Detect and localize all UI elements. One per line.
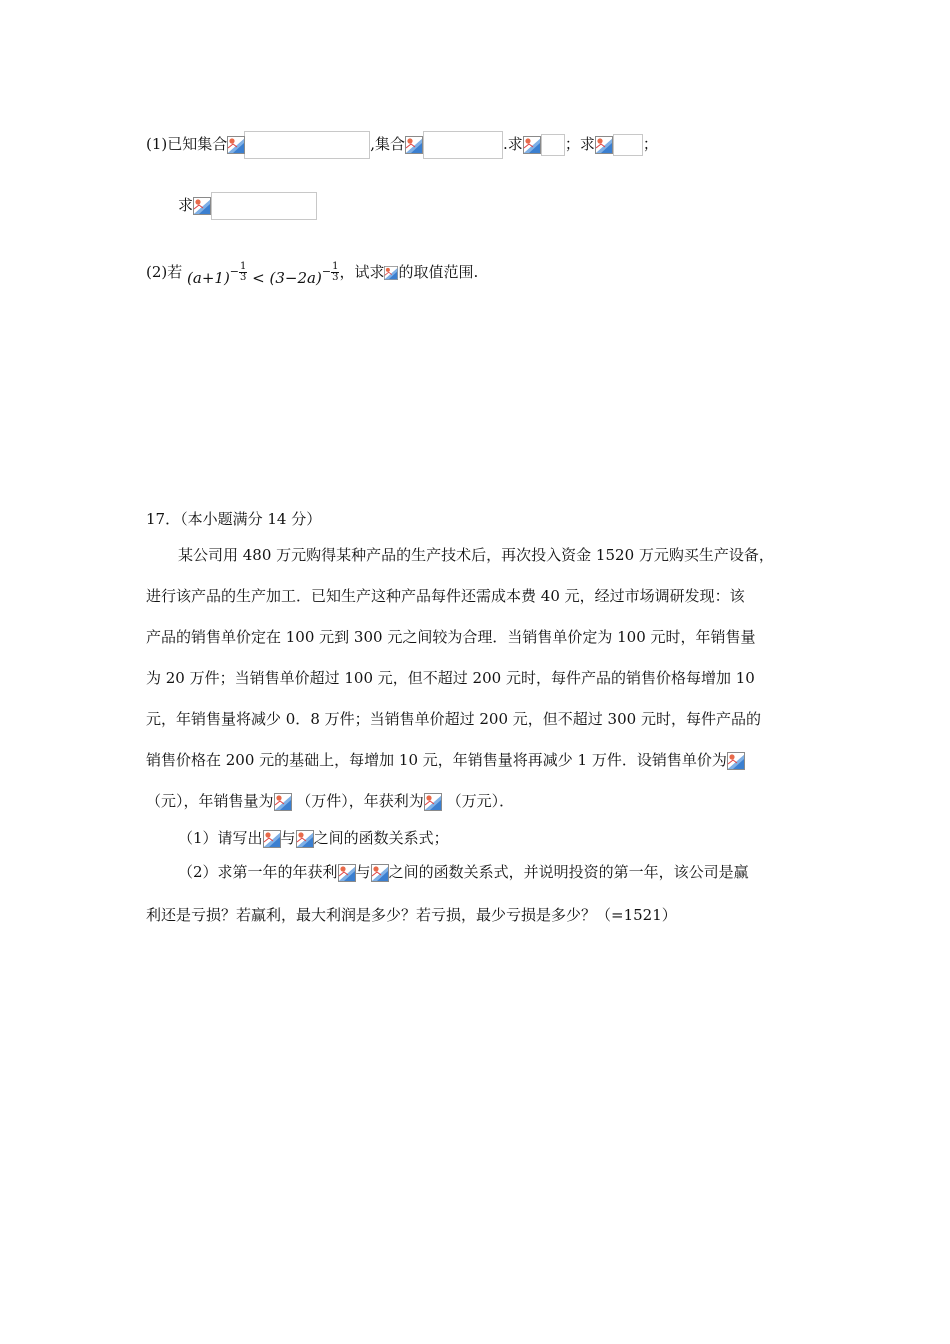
q16-part1-text-e: ； bbox=[642, 135, 658, 153]
answer-box bbox=[541, 134, 565, 156]
q17-para-line-4: 为 20 万件；当销售单价超过 100 元，但不超过 200 元时，每件产品的销售价格每增加 10 bbox=[146, 669, 755, 687]
q17-para-line-6: 销售价格在 200 元的基础上，每增加 10 元，年销售量将再减少 1 万件．设销售单价为 bbox=[146, 750, 745, 770]
broken-image-icon bbox=[371, 864, 389, 882]
broken-image-icon bbox=[296, 830, 314, 848]
answer-box bbox=[244, 131, 370, 159]
q17-item-1: （1）请写出 与 之间的函数关系式； bbox=[178, 829, 449, 847]
inequality-expression: (a+1)− $\frac{1}{3}$ < (3−2a)− $\frac{1}{3}$ bbox=[187, 261, 339, 287]
broken-image-icon bbox=[424, 793, 442, 811]
answer-box bbox=[423, 131, 503, 159]
q17-para-line-5: 元，年销售量将减少 0．8 万件；当销售单价超过 200 元，但不超过 300 元时，每件产品的 bbox=[146, 710, 761, 728]
broken-image-icon bbox=[727, 752, 745, 770]
q16-part1-line bbox=[146, 131, 658, 159]
broken-image-icon bbox=[338, 864, 356, 882]
q16-part1-text-c: .求 bbox=[503, 135, 523, 153]
q16-part2-text-a: (2)若 bbox=[146, 263, 183, 281]
q17-line-7: （元），年销售量为 （万件），年获利为 （万元）． bbox=[146, 792, 515, 810]
q17-para-line-2: 进行该产品的生产加工．已知生产这种产品每件还需成本费 40 元，经过市场调研发现：该 bbox=[146, 587, 745, 605]
q17-item-2: （2）求第一年的年获利 与 之间的函数关系式，并说明投资的第一年，该公司是赢 bbox=[178, 863, 749, 881]
broken-image-icon bbox=[384, 266, 398, 280]
broken-image-icon bbox=[523, 136, 541, 154]
q16-part2-line bbox=[146, 258, 478, 288]
answer-box bbox=[613, 134, 643, 156]
q17-title: 17．（本小题满分 14 分） bbox=[146, 510, 322, 528]
answer-box bbox=[211, 192, 317, 220]
q16-part2-text-c: 的取值范围. bbox=[398, 263, 479, 281]
expr-right: (3−2a) bbox=[269, 269, 322, 287]
q16-part1-text-d: ；求 bbox=[564, 135, 595, 153]
q16-part1-text-a: (1)已知集合 bbox=[146, 135, 228, 153]
q17-para-line-1: 某公司用 480 万元购得某种产品的生产技术后，再次投入资金 1520 万元购买生产设备， bbox=[178, 546, 774, 564]
q17-item-2-line-2: 利还是亏损？若赢利，最大利润是多少？若亏损，最少亏损是多少？（=1521） bbox=[146, 906, 677, 924]
q16-part1-line2 bbox=[178, 192, 317, 220]
broken-image-icon bbox=[193, 197, 211, 215]
broken-image-icon bbox=[263, 830, 281, 848]
q16-part1-text-f: 求 bbox=[178, 196, 194, 214]
broken-image-icon bbox=[227, 136, 245, 154]
broken-image-icon bbox=[274, 793, 292, 811]
q16-part2-text-b: ，试求 bbox=[339, 263, 385, 281]
broken-image-icon bbox=[595, 136, 613, 154]
expr-left: (a+1) bbox=[187, 269, 230, 287]
less-than-sign: < bbox=[252, 269, 265, 287]
q16-part1-text-b: ,集合 bbox=[370, 135, 406, 153]
broken-image-icon bbox=[405, 136, 423, 154]
q17-para-line-3: 产品的销售单价定在 100 元到 300 元之间较为合理．当销售单价定为 100 元时，年销售量 bbox=[146, 628, 756, 646]
